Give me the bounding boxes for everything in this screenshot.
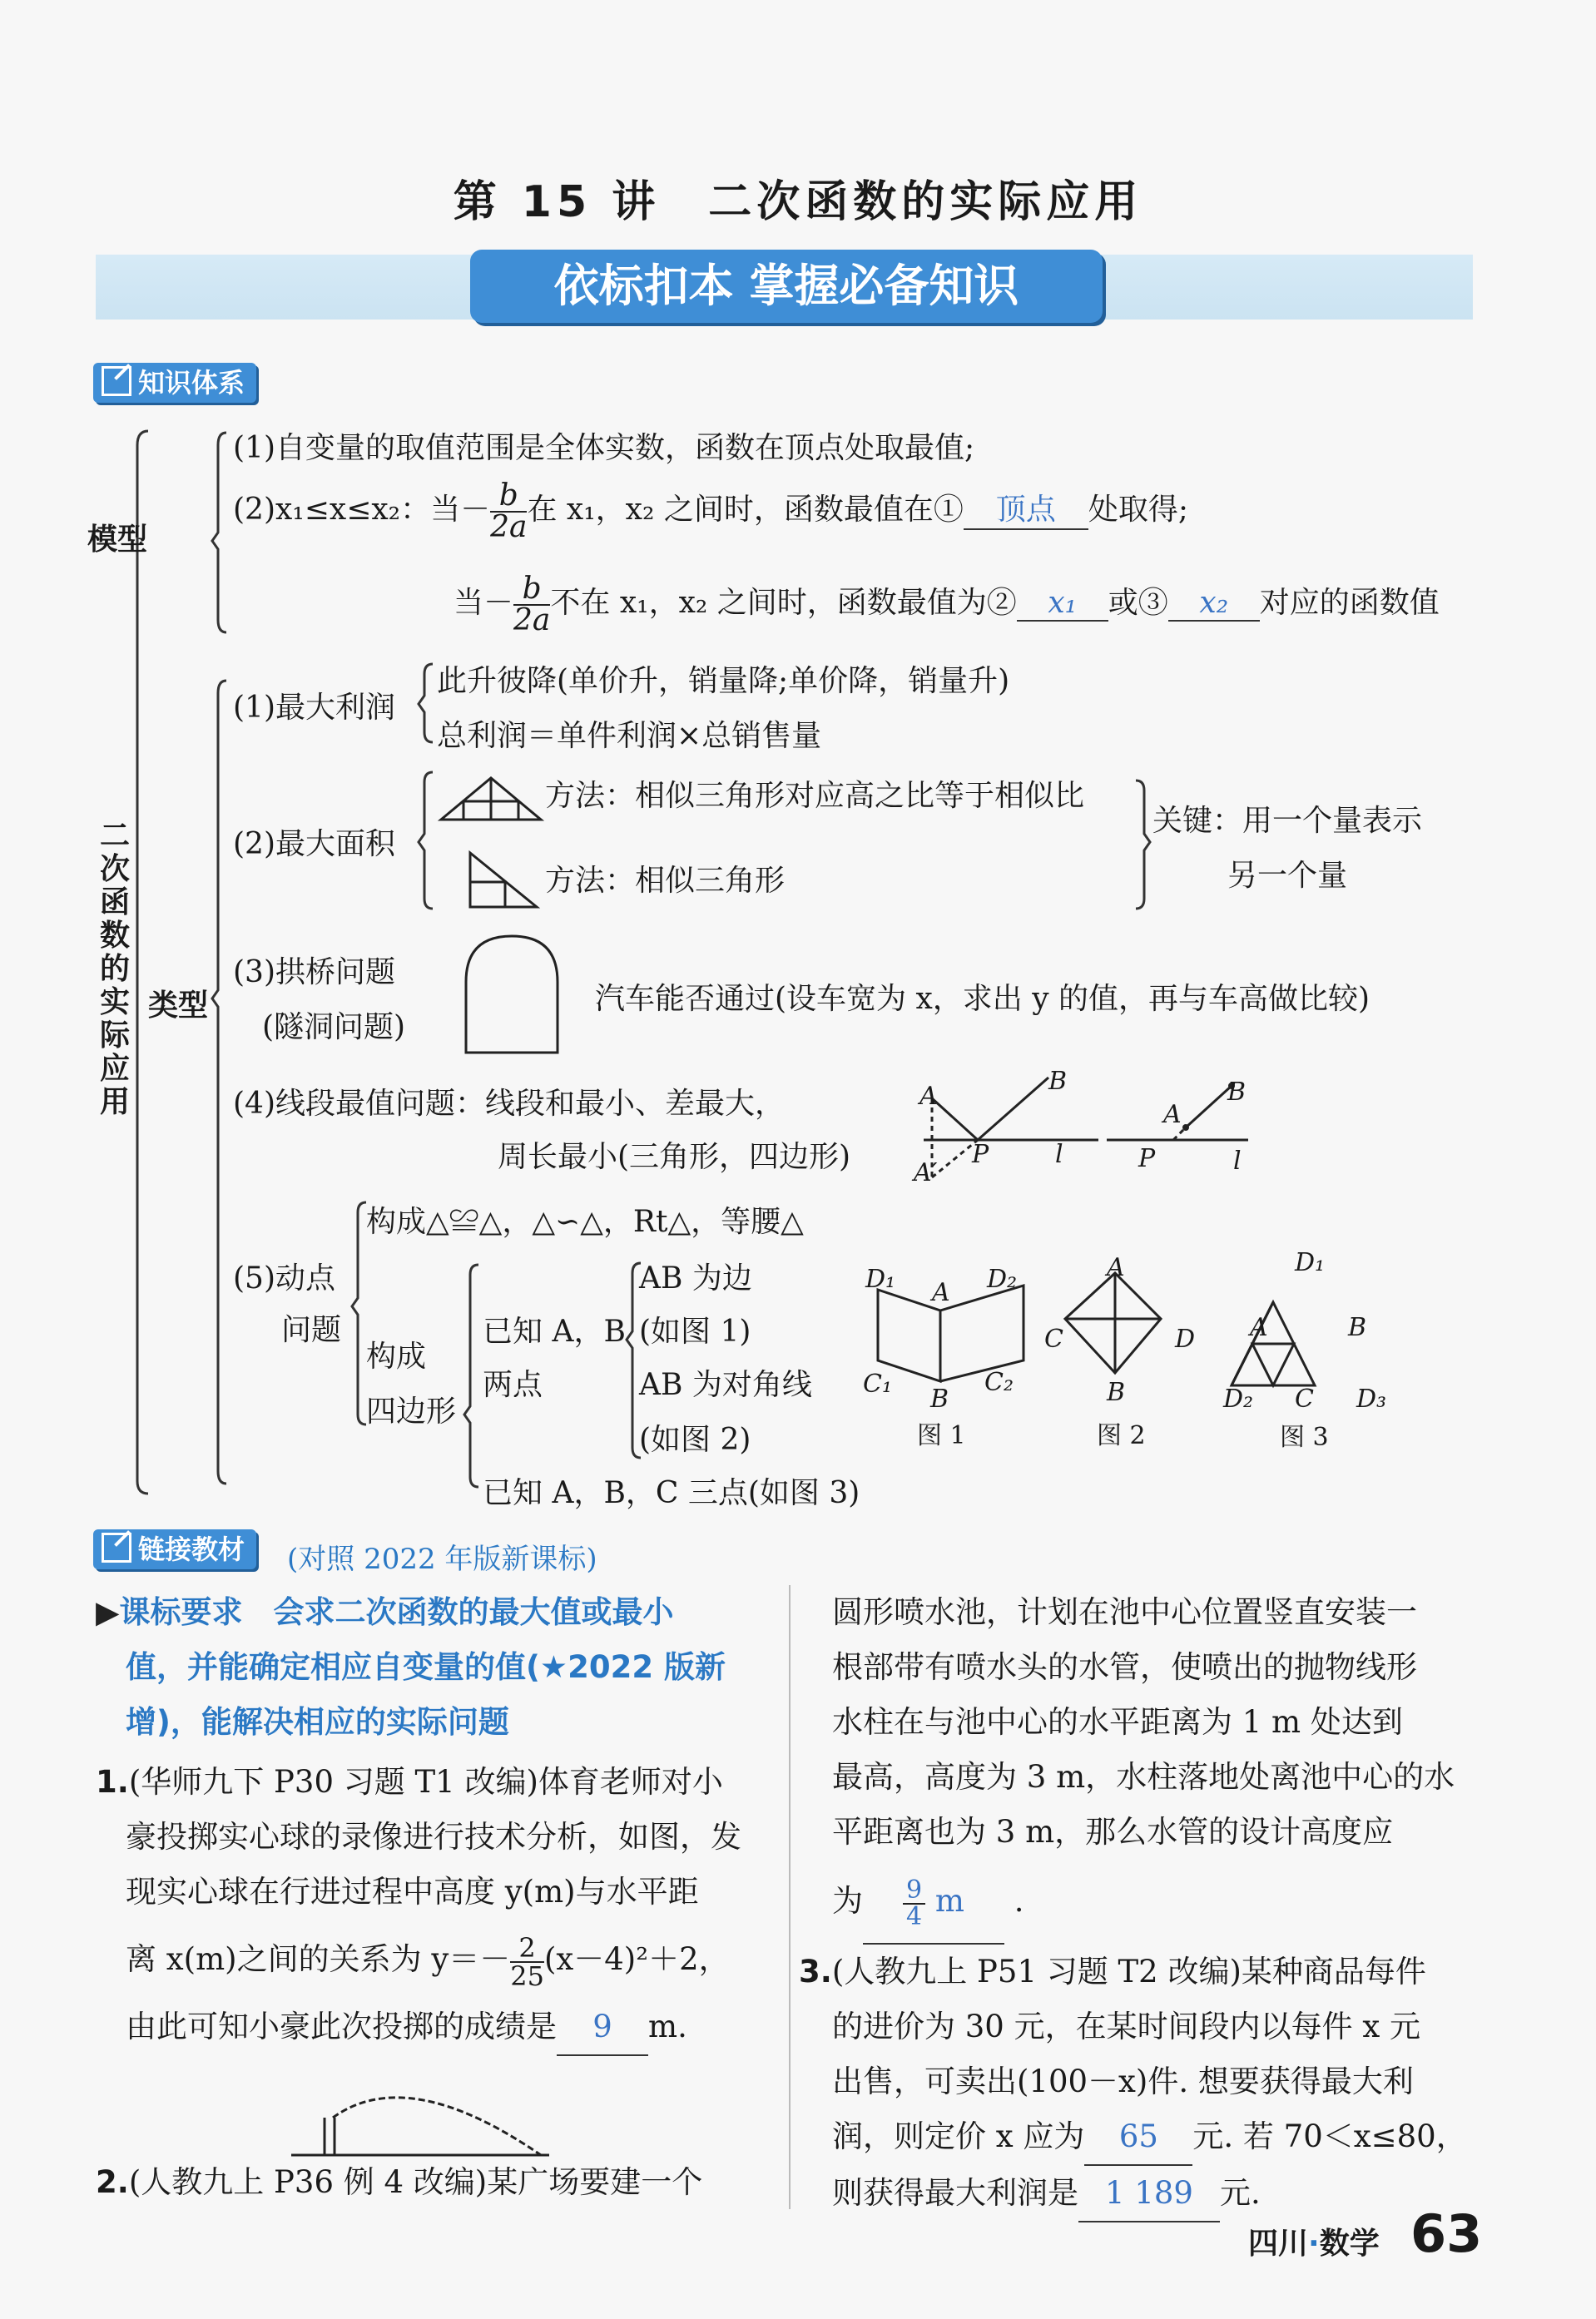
q3-answer-2: 1 189 xyxy=(1078,2166,1220,2222)
fig2-B: B xyxy=(1107,1378,1126,1407)
fig3-D3: D₃ xyxy=(1356,1385,1387,1414)
q3-line-5: 则获得最大利润是 1 189 元. xyxy=(832,2166,1498,2222)
type5-fig2-ref: (如图 2) xyxy=(639,1423,751,1457)
type5-label-a: (5)动点 xyxy=(233,1261,335,1296)
fig3-D2: D₂ xyxy=(1223,1385,1254,1414)
answer-blank-3: x₂ xyxy=(1168,586,1260,622)
q1-line-4: 离 x(m)之间的关系为 y＝－ $\frac{2}{25}$ (x－4)²＋2， xyxy=(126,1931,730,1992)
quadrilateral-figures xyxy=(865,1256,1431,1423)
fig3-caption: 图 3 xyxy=(1280,1423,1329,1452)
type5-congruent: 构成△≌△，△∽△，Rt△，等腰△ xyxy=(366,1205,804,1239)
type5-label-b: 问题 xyxy=(281,1313,342,1347)
fig-label-A-prime: A′ xyxy=(914,1158,938,1187)
fig1-C2: C₂ xyxy=(984,1368,1014,1397)
q2-line-5: 最高，高度为 3 m，水柱落地处离池中心的水 xyxy=(832,1759,1455,1795)
type5-quad-a: 构成 xyxy=(366,1340,427,1374)
type5-three-points: 已知 A，B，C 三点(如图 3) xyxy=(483,1476,860,1510)
requirement-line-1: ▶课标要求 会求二次函数的最大值或最小 xyxy=(96,1594,674,1630)
triangle-rectangle-figures xyxy=(437,770,545,911)
edit-icon xyxy=(102,1533,131,1563)
fig-label-l: l xyxy=(1055,1140,1063,1169)
q1-fraction: $\frac{2}{25}$ xyxy=(510,1931,544,1992)
fig1-A: A xyxy=(932,1278,950,1307)
type3-label: (3)拱桥问题 xyxy=(233,955,395,989)
banner-title: 依标扣本 掌握必备知识 xyxy=(470,250,1103,323)
type1-label: (1)最大利润 xyxy=(233,691,395,725)
type2-key-b: 另一个量 xyxy=(1227,859,1348,893)
type4-sub: 周长最小(三角形，四边形) xyxy=(498,1140,851,1174)
fig-label-P: P xyxy=(972,1140,989,1169)
q3-answer-1: 65 xyxy=(1084,2109,1192,2166)
q1-line-3: 现实心球在行进过程中高度 y(m)与水平距 xyxy=(126,1874,699,1910)
type5-quad-b: 四边形 xyxy=(366,1395,457,1429)
q2-line-3: 根部带有喷水头的水管，使喷出的抛物线形 xyxy=(832,1649,1417,1685)
fig-label-l-2: l xyxy=(1233,1147,1242,1176)
fig2-C: C xyxy=(1044,1325,1063,1354)
type5-diagonal: AB 为对角线 xyxy=(639,1368,812,1402)
type1-desc-a: 此升彼降(单价升，销量降;单价降，销量升) xyxy=(437,664,1010,698)
page-title: 第 15 讲 二次函数的实际应用 xyxy=(453,177,1143,227)
type5-fig1-ref: (如图 1) xyxy=(639,1315,751,1349)
model-item-3: 当－ $\frac{b}{2a}$ 不在 x₁，x₂ 之间时，函数最值为② x₁ 或③ x₂ 对应的函数值 xyxy=(454,572,1440,637)
requirement-line-3: 增)，能解决相应的实际问题 xyxy=(126,1704,509,1740)
page-number: 63 xyxy=(1410,2203,1483,2264)
type2-method-a: 方法：相似三角形对应高之比等于相似比 xyxy=(545,779,1085,813)
q2-start xyxy=(96,2155,770,2210)
q3-line-4: 润，则定价 x 应为 65 元. 若 70＜x≤80， xyxy=(832,2109,1498,2166)
type2-key-a: 关键：用一个量表示 xyxy=(1152,804,1423,838)
fig-label-P-2: P xyxy=(1138,1144,1156,1173)
fig-label-A-2: A xyxy=(1163,1100,1182,1129)
type3-sub: (隧洞问题) xyxy=(262,1010,406,1044)
fig-label-A: A xyxy=(919,1082,938,1111)
type3-desc: 汽车能否通过(设车宽为 x，求出 y 的值，再与车高做比较) xyxy=(595,982,1370,1016)
type2-method-b: 方法：相似三角形 xyxy=(545,864,786,898)
fig3-B: B xyxy=(1348,1313,1367,1342)
answer-blank-1: 顶点 xyxy=(964,486,1088,530)
q2-answer: $\frac{9}{4}$ m xyxy=(863,1860,1004,1945)
fraction-b-2a: $\frac{b}{2a}$ xyxy=(490,478,528,544)
q3-line-1: 3.(人教九上 P51 习题 T2 改编)某种商品每件 xyxy=(799,1954,1426,1989)
requirement-line-2: 值，并能确定相应自变量的值(★2022 版新 xyxy=(126,1649,726,1685)
type2-label: (2)最大面积 xyxy=(233,827,395,861)
q2-line-4: 水柱在与池中心的水平距离为 1 m 处达到 xyxy=(832,1704,1403,1740)
type5-edge: AB 为边 xyxy=(639,1261,752,1296)
column-divider xyxy=(789,1585,791,2209)
fig3-C: C xyxy=(1295,1385,1314,1414)
fraction-b-2a-2: $\frac{b}{2a}$ xyxy=(513,572,551,637)
arch-tunnel-figure xyxy=(462,932,562,1057)
fig1-C1: C₁ xyxy=(863,1370,892,1399)
model-item-2: (2)x₁≤x≤x₂：当－ $\frac{b}{2a}$ 在 x₁，x₂ 之间时，函数最值在① 顶点 处取得; xyxy=(233,478,1188,544)
q1-line-5: 由此可知小豪此次投掷的成绩是 9 m. xyxy=(96,1999,770,2056)
fig2-A: A xyxy=(1107,1253,1125,1282)
model-item-1: (1)自变量的取值范围是全体实数，函数在顶点处取最值; xyxy=(233,431,975,465)
footer-label: 四川·数学 xyxy=(1248,2227,1380,2261)
q1-line-2: 豪投掷实心球的录像进行技术分析，如图，发 xyxy=(126,1819,741,1855)
fig2-D: D xyxy=(1175,1325,1196,1354)
fig3-A: A xyxy=(1250,1313,1268,1342)
section-tag-knowledge: 知识体系 xyxy=(93,363,256,403)
q1-line-1: 1.(华师九下 P30 习题 T1 改编)体育老师对小 xyxy=(96,1764,723,1800)
section-tag-link: 链接教材 xyxy=(93,1529,256,1569)
q1-answer: 9 xyxy=(557,1999,648,2056)
q2-line-6: 平距离也为 3 m，那么水管的设计高度应 xyxy=(832,1814,1394,1850)
fig-label-B: B xyxy=(1048,1067,1068,1096)
segment-min-figures xyxy=(907,1061,1256,1194)
q2-line-2: 圆形喷水池，计划在池中心位置竖直安装一 xyxy=(832,1594,1417,1630)
q2-line-7: 为 $\frac{9}{4}$ m . xyxy=(832,1860,1498,1945)
type4-label: (4)线段最值问题：线段和最小、差最大， xyxy=(233,1087,785,1121)
tree-root-title: 二次函数的实际应用 xyxy=(99,819,130,1119)
type5-known-ab: 已知 A，B xyxy=(483,1315,626,1349)
type1-desc-b: 总利润＝单件利润×总销售量 xyxy=(437,719,822,753)
model-label: 模型 xyxy=(87,522,148,557)
link-note: (对照 2022 年版新课标) xyxy=(287,1543,597,1576)
answer-blank-2: x₁ xyxy=(1017,586,1108,622)
right-column xyxy=(799,1585,1498,2222)
fig1-D1: D₁ xyxy=(865,1265,896,1294)
fig-label-B-2: B xyxy=(1227,1078,1247,1107)
q3-line-3: 出售，可卖出(100－x)件. 想要获得最大利 xyxy=(832,2064,1414,2099)
type5-known-two: 两点 xyxy=(483,1368,543,1402)
type-label: 类型 xyxy=(148,988,209,1023)
left-column xyxy=(96,1585,770,2056)
fig1-B: B xyxy=(930,1385,949,1414)
q2-line-1: 2.(人教九上 P36 例 4 改编)某广场要建一个 xyxy=(96,2164,703,2200)
fig1-caption: 图 1 xyxy=(917,1421,966,1450)
shot-put-figure xyxy=(283,2080,558,2163)
fig1-D2: D₂ xyxy=(987,1265,1018,1294)
fig3-D1: D₁ xyxy=(1295,1248,1326,1277)
q3-line-2: 的进价为 30 元，在某时间段内以每件 x 元 xyxy=(832,2009,1420,2044)
fig2-caption: 图 2 xyxy=(1097,1421,1146,1450)
